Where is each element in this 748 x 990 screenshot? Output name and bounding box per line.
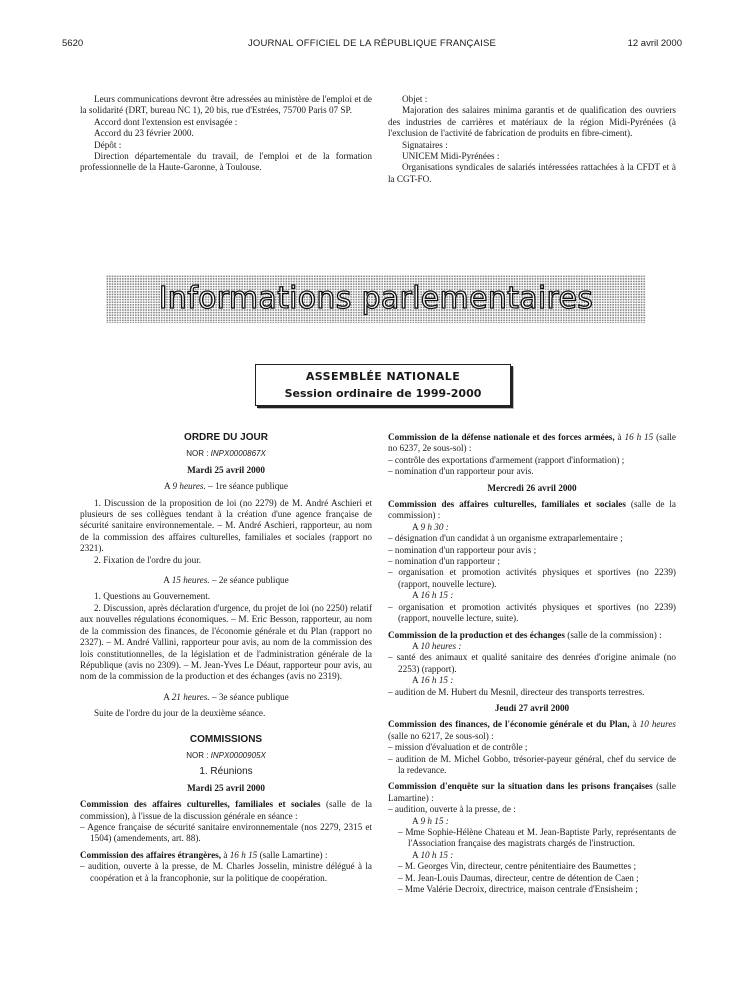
time-slot: A 10 heures : [412, 640, 462, 651]
paragraph: Signataires : [402, 139, 448, 150]
assembly-box [255, 364, 511, 406]
list-item: – nomination d'un rapporteur pour avis. [388, 466, 534, 477]
nor-reference: NOR : INPX0000867X [186, 449, 266, 459]
paragraph: Accord du 23 février 2000. [94, 128, 194, 139]
list-item: – audition de M. Michel Gobbo, trésorier-payeur général, chef du service de la redevance. [388, 753, 676, 775]
top-right-column [388, 94, 676, 185]
session-heading: A 9 heures. – 1re séance publique [164, 481, 288, 492]
commission-entry: Commission de la production et des échanges (salle de la commission) : [388, 629, 662, 640]
list-item: – audition, ouverte à la presse, de : [388, 804, 516, 815]
list-item: – mission d'évaluation et de contrôle ; [388, 742, 528, 753]
paragraph: Organisations syndicales de salariés intéressées rattachées à la CFDT et à la CGT-FO. [388, 162, 676, 184]
session-title: Session ordinaire de 1999-2000 [284, 387, 482, 400]
list-item: – nomination d'un rapporteur ; [388, 556, 500, 567]
commission-entry: Commission des affaires culturelles, familiales et sociales (salle de la commission) : [388, 499, 677, 521]
page-header [62, 38, 682, 54]
lower-left-column [80, 432, 372, 884]
reunions-heading: 1. Réunions [199, 766, 253, 778]
list-item: – Agence française de sécurité sanitaire environnementale (nos 2279, 2315 et 1504) (amendements, art. 88). [80, 821, 372, 844]
agenda-item: 2. Fixation de l'ordre du jour. [94, 554, 202, 565]
list-item: – nomination d'un rapporteur pour avis ; [388, 544, 537, 555]
paragraph: Objet : [402, 94, 428, 104]
ordre-du-jour-heading: ORDRE DU JOUR [184, 432, 268, 443]
agenda-item: 1. Discussion de la proposition de loi (no 2279) de M. André Aschieri et plusieurs de ses collègues tendant à la création d'une agence française de sécurité sanitaire environnementale. – M. André Aschieri, rapporteur, au nom de la commission des affaires culturelles, familiales et sociales (rapport no 2321). [80, 497, 372, 554]
list-item: – contrôle des exportations d'armement (rapport d'information) ; [388, 454, 625, 465]
agenda-item: 2. Discussion, après déclaration d'urgence, du projet de loi (no 2250) relatif aux nouvelles régulations économiques. – M. Eric Besson, rapporteur, au nom de la commission des finances, de l'économie générale et du Plan (rapport no 2327). – M. André Vallini, rapporteur pour avis, au nom de la commission des lois constitutionnelles, de la législation et de l'administration générale de la République (avis no 2309). – M. Jean-Yves Le Déaut, rapporteur pour avis, au nom de la commission de la production et des échanges (avis no 2319). [80, 602, 372, 682]
list-item: – audition de M. Hubert du Mesnil, directeur des transports terrestres. [388, 686, 645, 697]
commissions-heading: COMMISSIONS [189, 733, 263, 745]
page-number: 5620 [62, 38, 84, 49]
assembly-title: ASSEMBLÉE NATIONALE [305, 370, 461, 383]
list-item: – organisation et promotion activités physiques et sportives (no 2239) (rapport, nouvelle lecture, suite). [388, 601, 676, 624]
session-heading: A 21 heures. – 3e séance publique [163, 691, 289, 702]
list-item: – audition, ouverte à la presse, de M. Charles Josselin, ministre délégué à la coopération et à la francophonie, sur la politique de coopération. [80, 861, 372, 883]
paragraph: Dépôt : [94, 139, 122, 150]
list-item: – Mme Valérie Decroix, directrice, maison centrale d'Ensisheim ; [398, 884, 638, 895]
paragraph: Majoration des salaires minima garantis et de qualification des ouvriers des industries de carrières et matériaux de la région Midi-Pyrénées (à l'exclusion de l'activité de fabrication de produits en fibre-ciment). [388, 105, 676, 139]
paragraph: UNICEM Midi-Pyrénées : [402, 151, 500, 162]
time-slot: A 10 h 15 : [412, 849, 454, 860]
day-heading: Jeudi 27 avril 2000 [494, 702, 570, 713]
time-slot: A 16 h 15 : [412, 675, 454, 686]
commission-entry: Commission des affaires étrangères, à 16 h 15 (salle Lamartine) : [80, 849, 328, 860]
section-banner [106, 275, 646, 323]
time-slot: A 9 h 30 : [412, 521, 449, 532]
top-left-column [80, 94, 372, 174]
banner-title: Informations parlementaires [158, 281, 594, 316]
commission-entry: Commission de la défense nationale et des forces armées, à 16 h 15 (salle no 6237, 2e sous-sol) : [388, 432, 677, 454]
journal-title: JOURNAL OFFICIEL DE LA RÉPUBLIQUE FRANÇAISE [247, 38, 497, 49]
commission-entry: Commission des affaires culturelles, familiales et sociales (salle de la commission), à l'issue de la discussion générale en séance : [80, 799, 372, 821]
lower-right-column [388, 432, 676, 895]
nor-reference: NOR : INPX0000905X [186, 750, 266, 760]
agenda-item: 1. Questions au Gouvernement. [94, 591, 211, 602]
paragraph: Direction départementale du travail, de l'emploi et de la formation professionnelle de la Haute-Garonne, à Toulouse. [80, 151, 372, 173]
commission-entry: Commission des finances, de l'économie générale et du Plan, à 10 heures (salle no 6217, 2e sous-sol) : [388, 719, 676, 741]
paragraph: Leurs communications devront être adressées au ministère de l'emploi et de la solidarité (DRT, bureau NC 1), 20 bis, rue d'Estrées, 75700 Paris 07 SP. [80, 94, 372, 116]
time-slot: A 16 h 15 : [412, 590, 454, 601]
agenda-item: Suite de l'ordre du jour de la deuxième séance. [94, 708, 266, 719]
list-item: – santé des animaux et qualité sanitaire des denrées d'origine animale (no 2253) (rapport). [388, 652, 676, 674]
session-heading: A 15 heures. – 2e séance publique [163, 575, 289, 586]
commission-entry: Commission d'enquête sur la situation dans les prisons françaises (salle Lamartine) : [388, 781, 676, 803]
day-heading: Mardi 25 avril 2000 [187, 464, 265, 475]
time-slot: A 9 h 15 : [412, 815, 449, 826]
day-heading: Mercredi 26 avril 2000 [487, 482, 577, 493]
list-item: – M. Jean-Louis Daumas, directeur, centre de détention de Caen ; [398, 872, 639, 883]
list-item: – Mme Sophie-Hélène Chateau et M. Jean-Baptiste Parly, représentants de l'Association française des magistrats chargés de l'instruction. [398, 827, 676, 849]
day-heading: Mardi 25 avril 2000 [187, 782, 265, 793]
list-item: – organisation et promotion activités physiques et sportives (no 2239) (rapport, nouvelle lecture). [388, 567, 676, 589]
list-item: – désignation d'un candidat à un organisme extraparlementaire ; [388, 533, 623, 544]
paragraph: Accord dont l'extension est envisagée : [94, 116, 238, 127]
list-item: – M. Georges Vin, directeur, centre pénitentiaire des Baumettes ; [398, 861, 637, 872]
issue-date: 12 avril 2000 [627, 38, 682, 49]
